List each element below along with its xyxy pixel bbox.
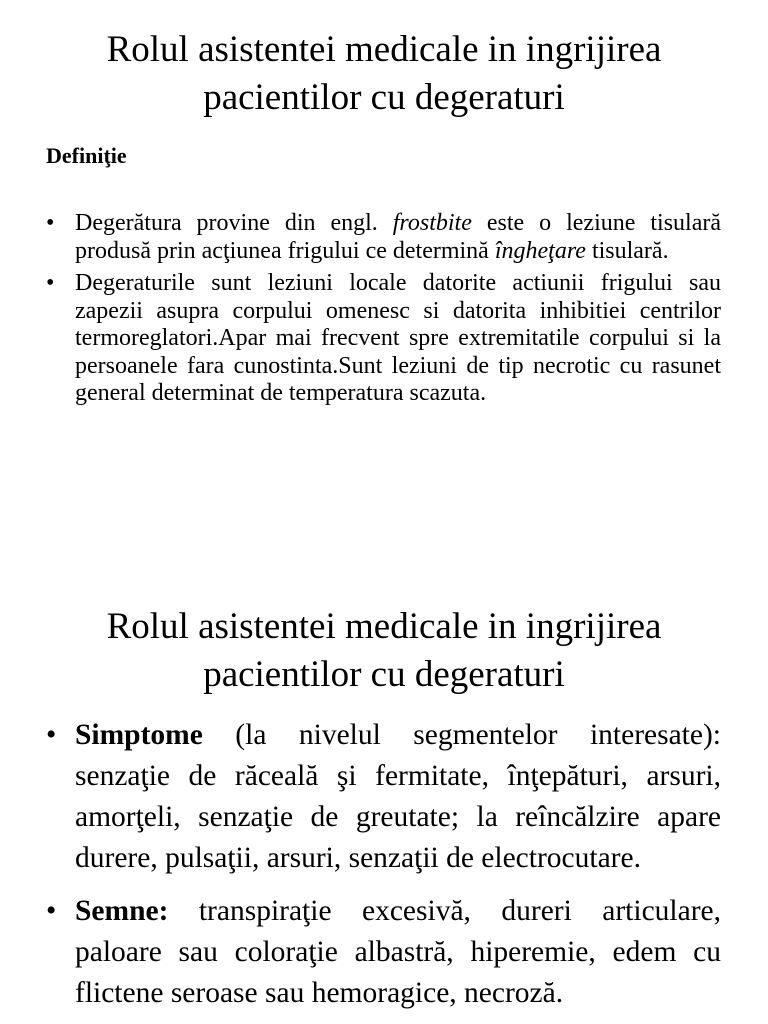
bullet-marker: •: [46, 210, 55, 236]
subheading-definitie: Definiţie: [46, 143, 127, 168]
list-item: [0, 715, 768, 879]
title-line-2: pacientilor cu degeraturi: [203, 654, 565, 695]
slide-title: [0, 0, 768, 122]
bullet-label-semne: Semne:: [75, 895, 169, 927]
bullet-text: transpiraţie excesivă, dureri articulare, paloare sau coloraţie albastră, hiperemie, edem cu flictene seroase sau hemoragice, necroză.: [75, 895, 721, 1009]
list-item: [0, 270, 768, 408]
bullet-marker: •: [46, 270, 55, 296]
slide-title: [0, 530, 768, 699]
bullet-text: Degeraturile sunt leziuni locale datorite actiunii frigului sau zapezii asupra corpului omenesc si datorita inhibitiei centrilor termoreglatori.Apar mai frecvent spre extremitatile corpului si la persoanele fara cunostinta.Sunt leziuni de tip necrotic cu rasunet general determinat de temperatura scazuta.: [75, 270, 721, 406]
bullet-marker: •: [46, 895, 57, 927]
bullet-text: (la nivelul segmentelor interesate): senzaţie de răceală şi fermitate, înţepături, arsuri, amorţeli, senzaţie de greutate; la reîncălzire apare durere, pulsaţii, arsuri, senzaţii de electrocutare.: [75, 719, 721, 874]
bullet-marker: •: [46, 719, 57, 751]
list-item: [0, 210, 768, 265]
bullet-label-simptome: Simptome: [75, 719, 203, 751]
symptoms-bullet-list: [0, 715, 768, 1014]
bullet-text: Degerătura provine din engl.: [75, 210, 393, 236]
title-line-2: pacientilor cu degeraturi: [203, 77, 565, 118]
bullet-italic-term: frostbite: [392, 210, 472, 236]
title-line-1: Rolul asistentei medicale in ingrijirea: [106, 606, 662, 647]
definition-bullet-list: [0, 210, 768, 408]
bullet-italic-term: îngheţare: [494, 237, 586, 264]
slide-symptoms: [0, 530, 768, 1024]
list-item: [0, 891, 768, 1014]
bullet-text: este o leziune tisulară produsă prin acţiunea frigului ce determină: [75, 210, 721, 264]
bullet-text: tisulară.: [585, 237, 669, 264]
title-line-1: Rolul asistentei medicale in ingrijirea: [106, 29, 662, 70]
